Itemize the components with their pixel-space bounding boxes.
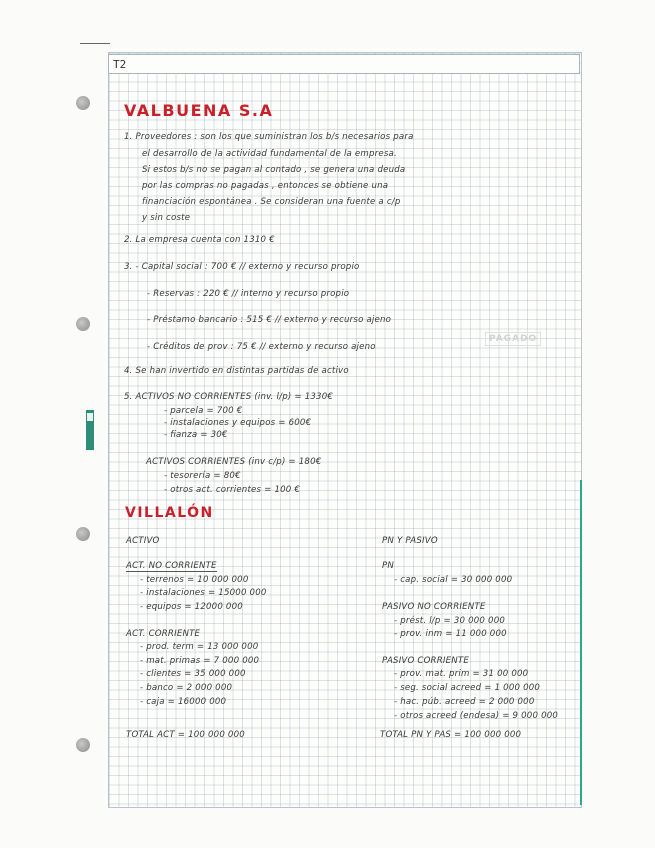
pnc-item: - prov. inm = 11 000 000 — [394, 629, 507, 639]
ac-item: - prod. term = 13 000 000 — [140, 642, 259, 652]
binder-hole — [76, 317, 90, 331]
ac-item: - mat. primas = 7 000 000 — [140, 656, 260, 666]
anc-item: - instalaciones = 15000 000 — [140, 588, 267, 598]
q1-line: financiación espontánea . Se consideran una fuente a c/p — [142, 197, 401, 207]
q5-item: - parcela = 700 € — [164, 406, 243, 416]
q5-item: - instalaciones y equipos = 600€ — [164, 418, 312, 428]
pc-item: - otros acreed (endesa) = 9 000 000 — [394, 711, 559, 721]
pnc-header: PASIVO NO CORRIENTE — [382, 602, 486, 612]
header-box — [108, 54, 580, 74]
q5-item: - fianza = 30€ — [164, 430, 228, 440]
anc-item: - equipos = 12000 000 — [140, 602, 243, 612]
q1-line: por las compras no pagadas , entonces se obtiene una — [142, 181, 389, 191]
pc-item: - seg. social acreed = 1 000 000 — [394, 683, 541, 693]
pnc-item: - prést. l/p = 30 000 000 — [394, 616, 506, 626]
faded-stamp: PAGADO — [485, 332, 541, 346]
ac-item: - caja = 16000 000 — [140, 697, 227, 707]
q3-line: - Préstamo bancario : 515 € // externo y recurso ajeno — [147, 315, 392, 325]
binder-hole — [76, 96, 90, 110]
q3-line: - Reservas : 220 € // interno y recurso propio — [147, 289, 350, 299]
top-margin-line — [80, 43, 110, 44]
q3-line: 3. - Capital social : 700 € // externo y recurso propio — [124, 262, 360, 272]
total-activo: TOTAL ACT = 100 000 000 — [126, 730, 245, 740]
q5-heading: 5. ACTIVOS NO CORRIENTES (inv. l/p) = 1330€ — [124, 392, 334, 402]
villalon-title: VILLALÓN — [125, 505, 214, 521]
valbuena-title: VALBUENA S.A — [124, 101, 274, 120]
q2-line: 2. La empresa cuenta con 1310 € — [124, 235, 275, 245]
pn-pasivo-header: PN Y PASIVO — [382, 536, 438, 546]
q4-line: 4. Se han invertido en distintas partidas de activo — [124, 366, 349, 376]
q1-line: Si estos b/s no se pagan al contado , se genera una deuda — [142, 165, 406, 175]
q5-item: - otros act. corrientes = 100 € — [164, 485, 301, 495]
ac-item: - banco = 2 000 000 — [140, 683, 233, 693]
ac-item: - clientes = 35 000 000 — [140, 669, 246, 679]
q1-line: y sin coste — [142, 213, 191, 223]
q1-line: el desarrollo de la actividad fundamental de la empresa. — [142, 149, 397, 159]
q3-line: - Créditos de prov : 75 € // externo y recurso ajeno — [147, 342, 376, 352]
q5-item: - tesorería = 80€ — [164, 471, 241, 481]
page-label: T2 — [113, 58, 127, 71]
q5-heading2: ACTIVOS CORRIENTES (inv c/p) = 180€ — [146, 457, 322, 467]
pc-item: - hac. púb. acreed = 2 000 000 — [394, 697, 535, 707]
page-edge-strip — [580, 480, 582, 805]
q1-line: 1. Proveedores : son los que suministran los b/s necesarios para — [124, 132, 414, 142]
activo-header: ACTIVO — [126, 536, 160, 546]
total-pn-pasivo: TOTAL PN Y PAS = 100 000 000 — [380, 730, 522, 740]
pn-item: - cap. social = 30 000 000 — [394, 575, 513, 585]
binder-hole — [76, 738, 90, 752]
binder-hole — [76, 527, 90, 541]
anc-item: - terrenos = 10 000 000 — [140, 575, 249, 585]
ac-header: ACT. CORRIENTE — [126, 629, 201, 639]
pc-header: PASIVO CORRIENTE — [382, 656, 469, 666]
brand-tab — [86, 410, 94, 450]
anc-header: ACT. NO CORRIENTE — [126, 561, 217, 571]
pc-item: - prov. mat. prim = 31 00 000 — [394, 669, 529, 679]
pn-label: PN — [382, 561, 395, 571]
